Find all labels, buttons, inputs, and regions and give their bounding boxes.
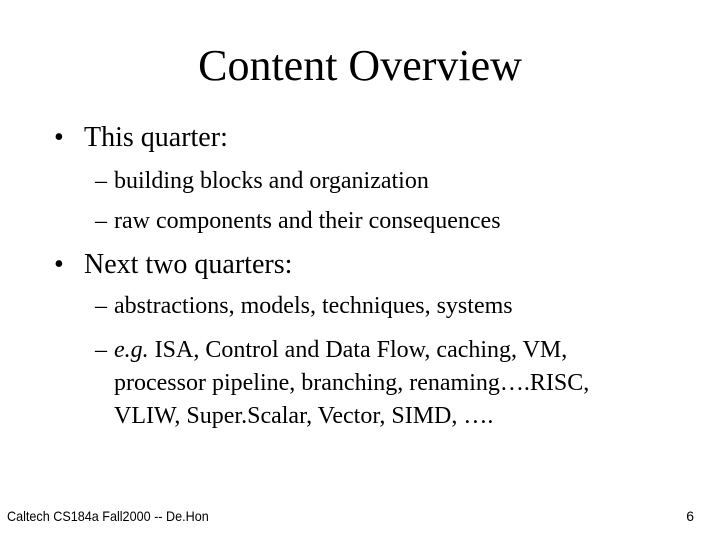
bullet-text: This quarter: [84, 122, 228, 153]
eg-emphasis: e.g. [114, 337, 149, 363]
subitem-text: raw components and their consequences [114, 208, 501, 234]
dash-mark: – [95, 168, 107, 194]
dash-mark: – [95, 208, 107, 234]
bullet-this-quarter [54, 121, 228, 155]
subitem-building-blocks [95, 165, 695, 198]
footer-course-label: Caltech CS184a Fall2000 -- De.Hon [7, 508, 209, 524]
bullet-text: Next two quarters: [84, 249, 293, 280]
subitem-text: building blocks and organization [114, 168, 429, 194]
subitem-text: abstractions, models, techniques, systems [114, 293, 513, 319]
slide-title: Content Overview [198, 41, 522, 90]
page-number: 6 [686, 508, 694, 524]
subitem-text [95, 334, 655, 433]
bullet-mark: • [54, 249, 64, 280]
bullet-next-two-quarters [54, 248, 292, 282]
subitem-examples [95, 334, 655, 433]
dash-mark: – [95, 337, 107, 363]
subitem-raw-components [95, 205, 695, 238]
subitem-body: ISA, Control and Data Flow, caching, VM, processor pipeline, branching, renaming….RISC, VLIW, Super.Scalar, Vector, SIMD, …. [114, 337, 590, 429]
subitem-abstractions [95, 290, 695, 323]
bullet-mark: • [54, 122, 64, 153]
dash-mark: – [95, 293, 107, 319]
